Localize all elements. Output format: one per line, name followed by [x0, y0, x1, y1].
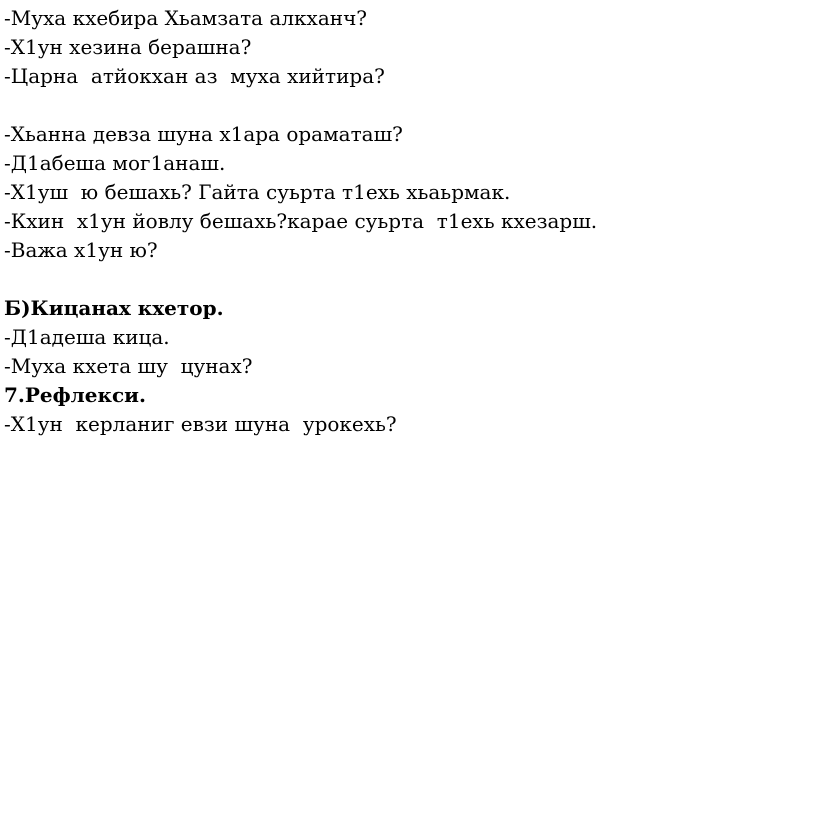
text-line: -Хьанна девза шуна х1ара ораматаш? [4, 122, 403, 146]
text-line: -Х1ун керланиг евзи шуна урокехь? [4, 412, 397, 436]
blank-line [4, 265, 804, 294]
text-line: -Важа х1ун ю? [4, 238, 158, 262]
section-7-heading: 7.Рефлекси. [4, 383, 146, 407]
text-line: -Муха кхебира Хьамзата алкханч? [4, 6, 368, 30]
document-page [4, 4, 804, 439]
text-line: -Х1ун хезина берашна? [4, 35, 252, 59]
blank-line [4, 91, 804, 120]
section-b-heading: Б)Кицанах кхетор. [4, 296, 224, 320]
text-line: -Царна атйокхан аз муха хийтира? [4, 64, 385, 88]
text-line: -Муха кхета шу цунах? [4, 354, 253, 378]
text-line: -Х1уш ю бешахь? Гайта суьрта т1ехь хьаьрмак. [4, 180, 511, 204]
text-line: -Д1адеша кица. [4, 325, 170, 349]
text-line: -Кхин х1ун йовлу бешахь?карае суьрта т1ехь кхезарш. [4, 209, 598, 233]
text-line: -Д1абеша мог1анаш. [4, 151, 226, 175]
